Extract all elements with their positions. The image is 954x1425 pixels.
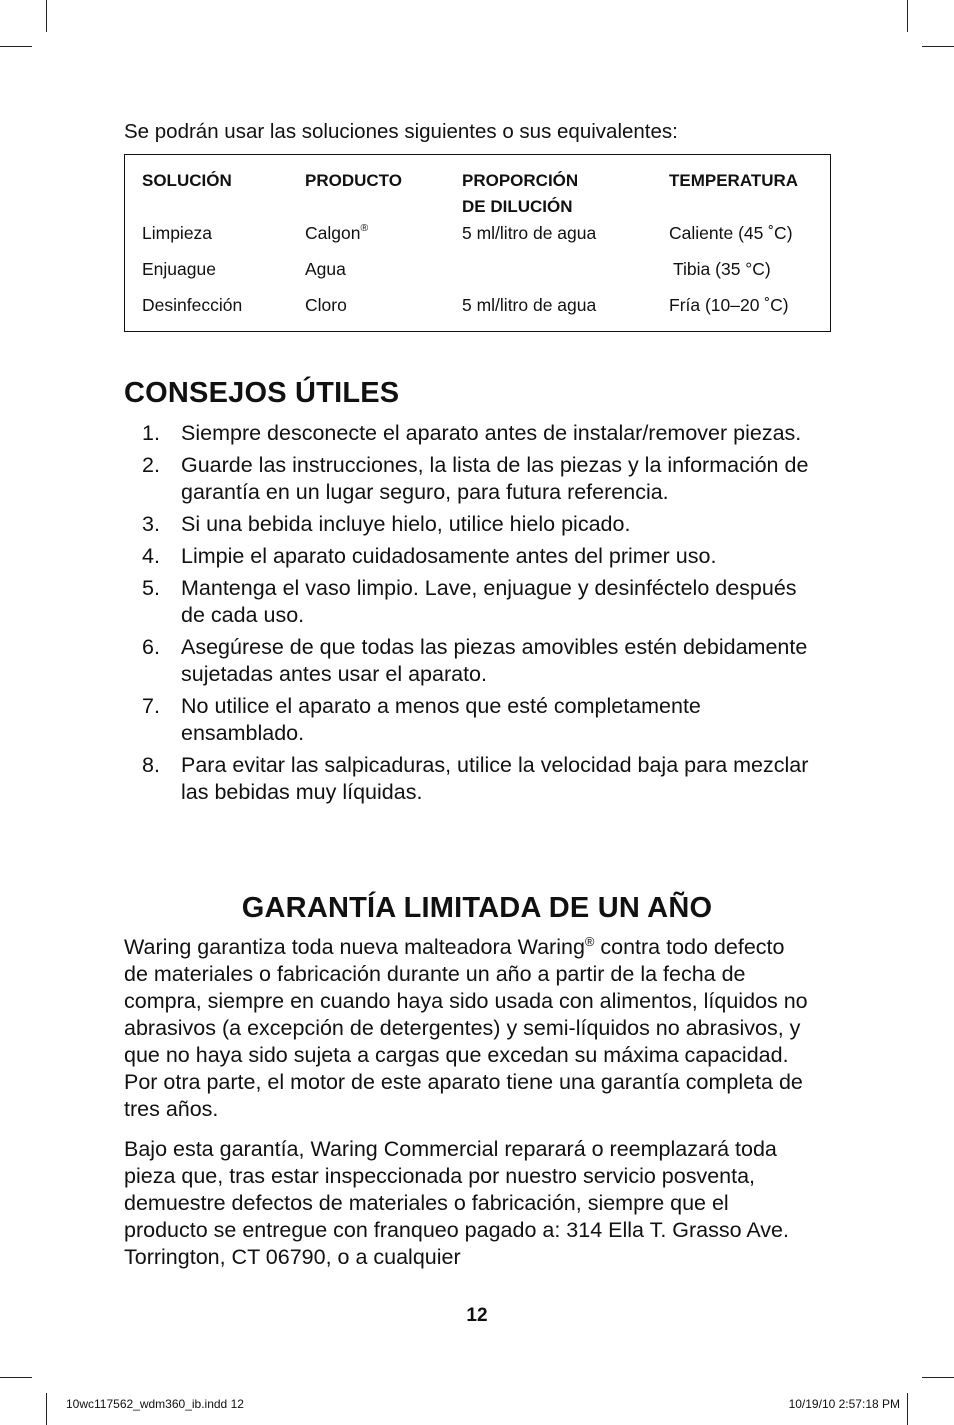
- warranty-p1-start: Waring garantiza toda nueva malteadora Waring: [124, 935, 585, 959]
- row2-product: Agua: [305, 259, 346, 279]
- crop-mark: [46, 0, 47, 32]
- registered-mark: ®: [360, 222, 369, 234]
- row1-dilution: 5 ml/litro de agua: [462, 223, 597, 243]
- list-item: [124, 693, 814, 747]
- list-number: 1.: [142, 421, 160, 445]
- list-text: Mantenga el vaso limpio. Lave, enjuague y desinféctelo después de cada uso.: [181, 576, 797, 627]
- row1-temperature: Caliente (45 ˚C): [669, 223, 793, 243]
- list-number: 2.: [142, 453, 160, 477]
- warranty-p1-rest: contra todo defecto de materiales o fabricación durante un año a partir de la fecha de compra, siempre en cuando haya sido usada con alimentos, líquidos no abrasivos (a excepción de detergentes) y semi-líquidos no abrasivos, y que no haya sido sujeta a cargas que excedan su máxima capacidad. Por otra parte, el motor de este aparato tiene una garantía completa de tres años.: [124, 935, 808, 1121]
- list-item: [124, 543, 814, 570]
- header-solution: SOLUCIÓN: [142, 171, 232, 190]
- header-dilution: [462, 168, 578, 220]
- row2-solution: Enjuague: [142, 259, 216, 279]
- tips-heading: CONSEJOS ÚTILES: [124, 377, 400, 409]
- row3-solution: Desinfección: [142, 295, 243, 315]
- crop-mark: [922, 1377, 954, 1378]
- list-number: 7.: [142, 694, 160, 718]
- header-dilution-line1: PROPORCIÓN: [462, 171, 579, 190]
- list-item: [124, 420, 814, 447]
- header-temperature: TEMPERATURA: [669, 171, 799, 190]
- warranty-paragraph-2: Bajo esta garantía, Waring Commercial reparará o reemplazará toda pieza que, tras estar inspeccionada por nuestro servicio posventa, demuestre defectos de materiales o fabricación, siempre que el producto se entregue con franqueo pagado a: 314 Ella T. Grasso Ave. Torrington, CT 06790, o a cualquier: [124, 1137, 789, 1269]
- list-text: Para evitar las salpicaduras, utilice la velocidad baja para mezclar las bebidas muy líquidas.: [181, 753, 809, 804]
- list-number: 8.: [142, 753, 160, 777]
- list-item: [124, 752, 814, 806]
- crop-mark: [907, 1393, 908, 1425]
- list-item: [124, 575, 814, 629]
- list-text: Guarde las instrucciones, la lista de las piezas y la información de garantía en un lugar seguro, para futura referencia.: [181, 453, 809, 504]
- list-number: 5.: [142, 576, 160, 600]
- page-number: 12: [466, 1305, 488, 1326]
- warranty-heading: GARANTÍA LIMITADA DE UN AÑO: [241, 892, 713, 924]
- list-text: Asegúrese de que todas las piezas amovibles estén debidamente sujetadas antes usar el aparato.: [181, 635, 808, 686]
- solutions-table: [124, 154, 831, 332]
- header-dilution-line2: DE DILUCIÓN: [462, 197, 573, 216]
- row2-temperature: Tibia (35 °C): [673, 259, 771, 279]
- row1-product-name: Calgon: [305, 223, 361, 243]
- row1-product: [305, 221, 368, 245]
- tips-list: [124, 420, 814, 811]
- list-number: 4.: [142, 544, 160, 568]
- warranty-text: [124, 934, 814, 1284]
- warranty-paragraph-1: [124, 934, 814, 1123]
- row3-product: Cloro: [305, 295, 347, 315]
- row3-temperature: Fría (10–20 ˚C): [669, 295, 789, 315]
- intro-text: Se podrán usar las soluciones siguientes o sus equivalentes:: [124, 120, 678, 143]
- slug-filename: 10wc117562_wdm360_ib.indd 12: [66, 1397, 244, 1411]
- row1-solution: Limpieza: [142, 223, 213, 243]
- registered-mark: ®: [584, 934, 595, 949]
- crop-mark: [922, 46, 954, 47]
- row3-dilution: 5 ml/litro de agua: [462, 295, 597, 315]
- list-item: [124, 452, 814, 506]
- list-text: Limpie el aparato cuidadosamente antes del primer uso.: [181, 544, 717, 568]
- crop-mark: [907, 0, 908, 32]
- crop-mark: [0, 46, 32, 47]
- list-text: No utilice el aparato a menos que esté completamente ensamblado.: [181, 694, 701, 745]
- list-item: [124, 634, 814, 688]
- list-text: Siempre desconecte el aparato antes de instalar/remover piezas.: [181, 421, 802, 445]
- list-number: 3.: [142, 512, 160, 536]
- slug-timestamp: 10/19/10 2:57:18 PM: [788, 1397, 900, 1411]
- header-product: PRODUCTO: [305, 171, 402, 190]
- list-number: 6.: [142, 635, 160, 659]
- list-text: Si una bebida incluye hielo, utilice hielo picado.: [181, 512, 631, 536]
- crop-mark: [0, 1377, 32, 1378]
- list-item: [124, 511, 814, 538]
- crop-mark: [46, 1393, 47, 1425]
